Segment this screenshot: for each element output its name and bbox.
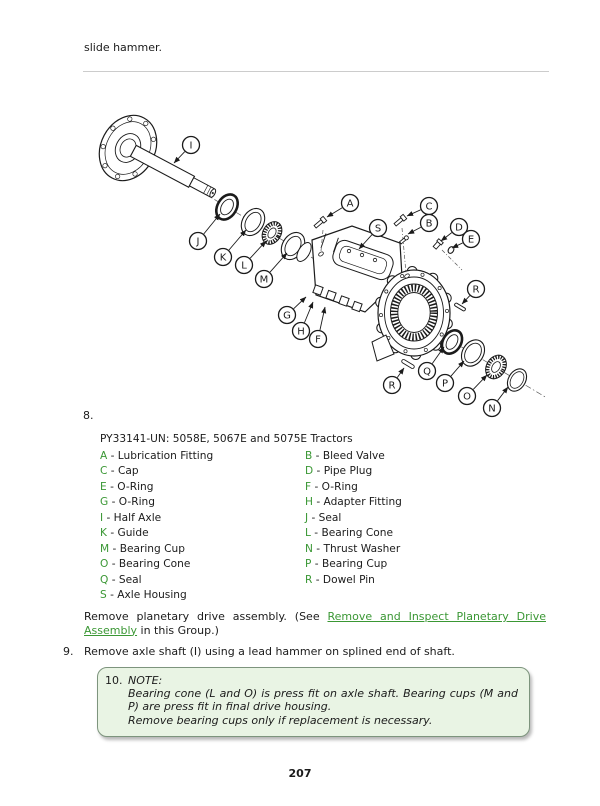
exploded-parts-diagram xyxy=(50,80,550,425)
note-paragraph-2: Remove bearing cups only if replacement is necessary. xyxy=(128,713,433,727)
svg-text:N: N xyxy=(488,403,496,415)
svg-text:F: F xyxy=(315,334,321,346)
legend-item xyxy=(305,464,548,479)
callout-leader-h xyxy=(305,302,313,322)
svg-text:D: D xyxy=(455,222,463,234)
callout-r xyxy=(468,281,485,298)
svg-text:L: L xyxy=(241,260,247,272)
half-axle xyxy=(88,105,230,224)
legend-item xyxy=(100,588,305,603)
callout-leader-n xyxy=(498,387,508,401)
legend-label: - Bearing Cone xyxy=(310,527,393,540)
legend-label: - Thrust Washer xyxy=(312,542,401,555)
list-number-10: 10. xyxy=(105,674,123,687)
legend-item xyxy=(100,511,305,526)
legend-key: P xyxy=(305,558,312,571)
svg-text:P: P xyxy=(441,378,449,390)
legend-item xyxy=(305,495,548,510)
legend-key: L xyxy=(305,527,311,540)
svg-text:Q: Q xyxy=(423,366,431,378)
callout-r xyxy=(384,377,401,394)
callout-c xyxy=(421,198,438,215)
planetary-paragraph xyxy=(84,610,546,638)
legend-label: - Dowel Pin xyxy=(312,573,375,586)
planetary-assembly-link[interactable]: Remove and Inspect Planetary Drive Assembly xyxy=(84,610,546,637)
cap-c xyxy=(393,214,406,227)
page-number: 207 xyxy=(288,767,312,780)
callout-leader-a xyxy=(327,208,342,217)
callout-e xyxy=(463,231,480,248)
legend-item xyxy=(305,526,548,541)
callout-leader-r xyxy=(462,296,470,304)
legend-item xyxy=(100,542,305,557)
callout-leader-r xyxy=(397,368,404,377)
legend-key: S xyxy=(100,589,107,602)
legend-key: B xyxy=(305,450,313,462)
legend-key: J xyxy=(305,511,309,524)
legend-key: M xyxy=(100,542,110,555)
callout-leader-c xyxy=(407,210,421,216)
callout-f xyxy=(310,331,327,348)
lubrication-fitting-a xyxy=(313,216,326,229)
list-number-9: 9. xyxy=(63,645,74,658)
figure-legend xyxy=(100,449,548,604)
legend-key: I xyxy=(100,511,104,524)
callout-p xyxy=(437,375,454,392)
callout-i xyxy=(183,137,200,154)
note-label: NOTE: xyxy=(128,674,163,687)
legend-key: Q xyxy=(100,573,109,586)
svg-text:I: I xyxy=(189,140,193,152)
legend-item xyxy=(305,557,548,572)
callout-leader-m xyxy=(270,253,287,272)
svg-text:A: A xyxy=(346,198,354,210)
legend-item xyxy=(305,542,548,557)
svg-text:O: O xyxy=(463,391,471,403)
legend-item xyxy=(100,526,305,541)
callout-leader-d xyxy=(441,233,452,241)
note-paragraph-1: Bearing cone (L and O) is press fit on axle shaft. Bearing cups (M and P) are press fit in final drive housing. xyxy=(128,687,518,714)
note-body xyxy=(128,674,518,727)
legend-key: H xyxy=(305,496,313,509)
svg-text:E: E xyxy=(467,234,475,246)
svg-text:M: M xyxy=(259,274,269,286)
callout-leader-l xyxy=(250,241,266,258)
svg-text:R: R xyxy=(472,284,480,296)
legend-key: E xyxy=(100,480,107,493)
callout-l xyxy=(236,257,253,274)
svg-text:B: B xyxy=(425,218,433,230)
svg-text:R: R xyxy=(388,380,396,392)
callout-leader-e xyxy=(452,243,463,248)
svg-text:G: G xyxy=(283,310,291,322)
callout-h xyxy=(293,323,310,340)
legend-item xyxy=(305,480,548,495)
svg-text:C: C xyxy=(425,201,433,213)
svg-text:H: H xyxy=(297,326,305,338)
legend-key: C xyxy=(100,465,108,478)
bearing-cone-o xyxy=(481,351,510,382)
legend-item xyxy=(305,449,548,464)
section-divider xyxy=(83,71,549,72)
figure-caption: PY33141-UN: 5058E, 5067E and 5075E Tractors xyxy=(100,433,353,445)
step-9 xyxy=(63,645,546,658)
step-9-text: Remove axle shaft (I) using a lead hammer on splined end of shaft. xyxy=(84,645,455,658)
legend-label: - Bearing Cone xyxy=(108,558,191,571)
legend-item xyxy=(305,573,548,588)
note-box xyxy=(97,667,530,737)
callout-leader-k xyxy=(229,230,246,250)
legend-item xyxy=(100,449,305,464)
callout-b xyxy=(421,215,438,232)
callout-j xyxy=(190,233,207,250)
svg-text:J: J xyxy=(196,236,200,248)
legend-item xyxy=(100,480,305,495)
legend-key: O xyxy=(100,558,109,571)
legend-label: - Axle Housing xyxy=(106,589,187,602)
legend-key: D xyxy=(305,465,314,478)
planetary-text-before: Remove planetary drive assembly. (See xyxy=(84,610,328,623)
callout-leader-p xyxy=(451,361,464,376)
legend-label: - Bearing Cup xyxy=(311,558,388,571)
callout-n xyxy=(484,400,501,417)
legend-item xyxy=(100,495,305,510)
legend-label: - Lubrication Fitting xyxy=(107,450,214,462)
legend-label: - Seal xyxy=(308,511,342,524)
callout-k xyxy=(215,249,232,266)
legend-label: - Half Axle xyxy=(103,511,162,524)
legend-key: A xyxy=(100,450,108,462)
dowel-pin-right xyxy=(454,303,466,312)
callout-leader-j xyxy=(204,214,220,234)
legend-label: - Seal xyxy=(108,573,142,586)
legend-label: - O-Ring xyxy=(108,496,155,509)
legend-key: G xyxy=(100,496,109,509)
thrust-washer-n xyxy=(504,365,531,394)
legend-label: - Cap xyxy=(107,465,139,478)
legend-label: - Pipe Plug xyxy=(313,465,373,478)
callout-leader-f xyxy=(320,307,325,330)
legend-label: - Adapter Fitting xyxy=(312,496,402,509)
legend-label: - Guide xyxy=(106,527,149,540)
dowel-pin-bottom xyxy=(401,359,415,369)
callout-s xyxy=(370,220,387,237)
legend-key: N xyxy=(305,542,313,555)
legend-item xyxy=(305,511,548,526)
svg-text:K: K xyxy=(219,252,227,264)
callout-o xyxy=(459,388,476,405)
callout-a xyxy=(342,195,359,212)
callout-m xyxy=(256,271,273,288)
legend-label: - O-Ring xyxy=(106,480,154,493)
planetary-text-after: in this Group.) xyxy=(137,623,219,637)
callout-g xyxy=(279,307,296,324)
legend-key: R xyxy=(305,573,313,586)
legend-item xyxy=(100,557,305,572)
callout-leader-g xyxy=(294,297,306,309)
svg-text:S: S xyxy=(374,223,382,235)
callout-leader-b xyxy=(408,227,421,234)
legend-key: K xyxy=(100,527,107,540)
callout-leader-o xyxy=(473,375,487,389)
bleed-valve-b xyxy=(399,235,409,244)
legend-label: - Bearing Cup xyxy=(109,542,185,555)
legend-item xyxy=(100,573,305,588)
legend-item xyxy=(100,464,305,479)
list-number-8: 8. xyxy=(83,409,94,422)
legend-label: - Bleed Valve xyxy=(312,450,385,462)
callout-leader-i xyxy=(174,152,185,163)
legend-key: F xyxy=(305,480,312,493)
callout-q xyxy=(419,363,436,380)
legend-label: - O-Ring xyxy=(311,480,358,493)
top-paragraph: slide hammer. xyxy=(84,41,163,54)
